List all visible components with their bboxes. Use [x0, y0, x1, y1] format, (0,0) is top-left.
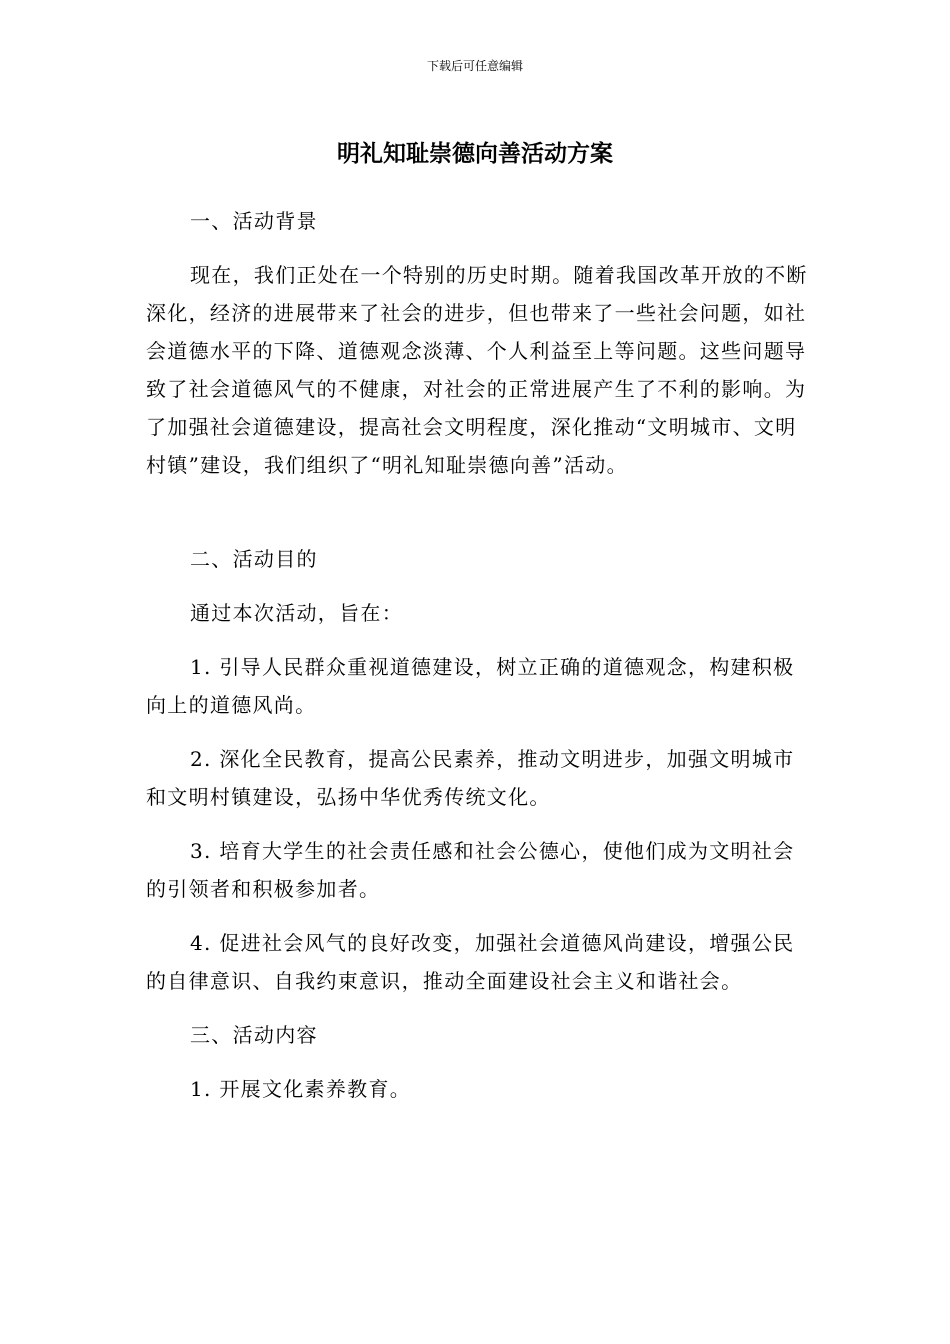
section-1-paragraph: 现在，我们正处在一个特别的历史时期。随着我国改革开放的不断深化，经济的进展带来了社会的进步，但也带来了一些社会问题，如社会道德水平的下降、道德观念淡薄、个人利益至上等问题。这些问题导致了社会道德风气的不健康，对社会的正常进展产生了不利的影响。为了加强社会道德建设，提高社会文明程度，深化推动“文明城市、文明村镇”建设，我们组织了“明礼知耻崇德向善”活动。: [146, 263, 808, 477]
section-3-heading: 三、活动内容: [190, 1023, 318, 1047]
section-2-heading: 二、活动目的: [190, 547, 318, 571]
section-2-item-3: 3. 培育大学生的社会责任感和社会公德心，使他们成为文明社会的引领者和积极参加者。: [146, 839, 795, 901]
section-2-item-2: 2. 深化全民教育，提高公民素养，推动文明进步，加强文明城市和文明村镇建设，弘扬中华优秀传统文化。: [146, 747, 795, 809]
section-3-item-1: 1. 开展文化素养教育。: [190, 1077, 412, 1101]
section-1-heading: 一、活动背景: [190, 209, 318, 233]
section-2-intro: 通过本次活动，旨在：: [190, 601, 403, 625]
header-note: 下载后可任意编辑: [426, 59, 523, 73]
section-2-item-1: 1. 引导人民群众重视道德建设，树立正确的道德观念，构建积极向上的道德风尚。: [146, 655, 795, 717]
document-title: 明礼知耻崇德向善活动方案: [337, 141, 613, 167]
section-2-item-4: 4. 促进社会风气的良好改变，加强社会道德风尚建设，增强公民的自律意识、自我约束意识，推动全面建设社会主义和谐社会。: [146, 931, 795, 993]
